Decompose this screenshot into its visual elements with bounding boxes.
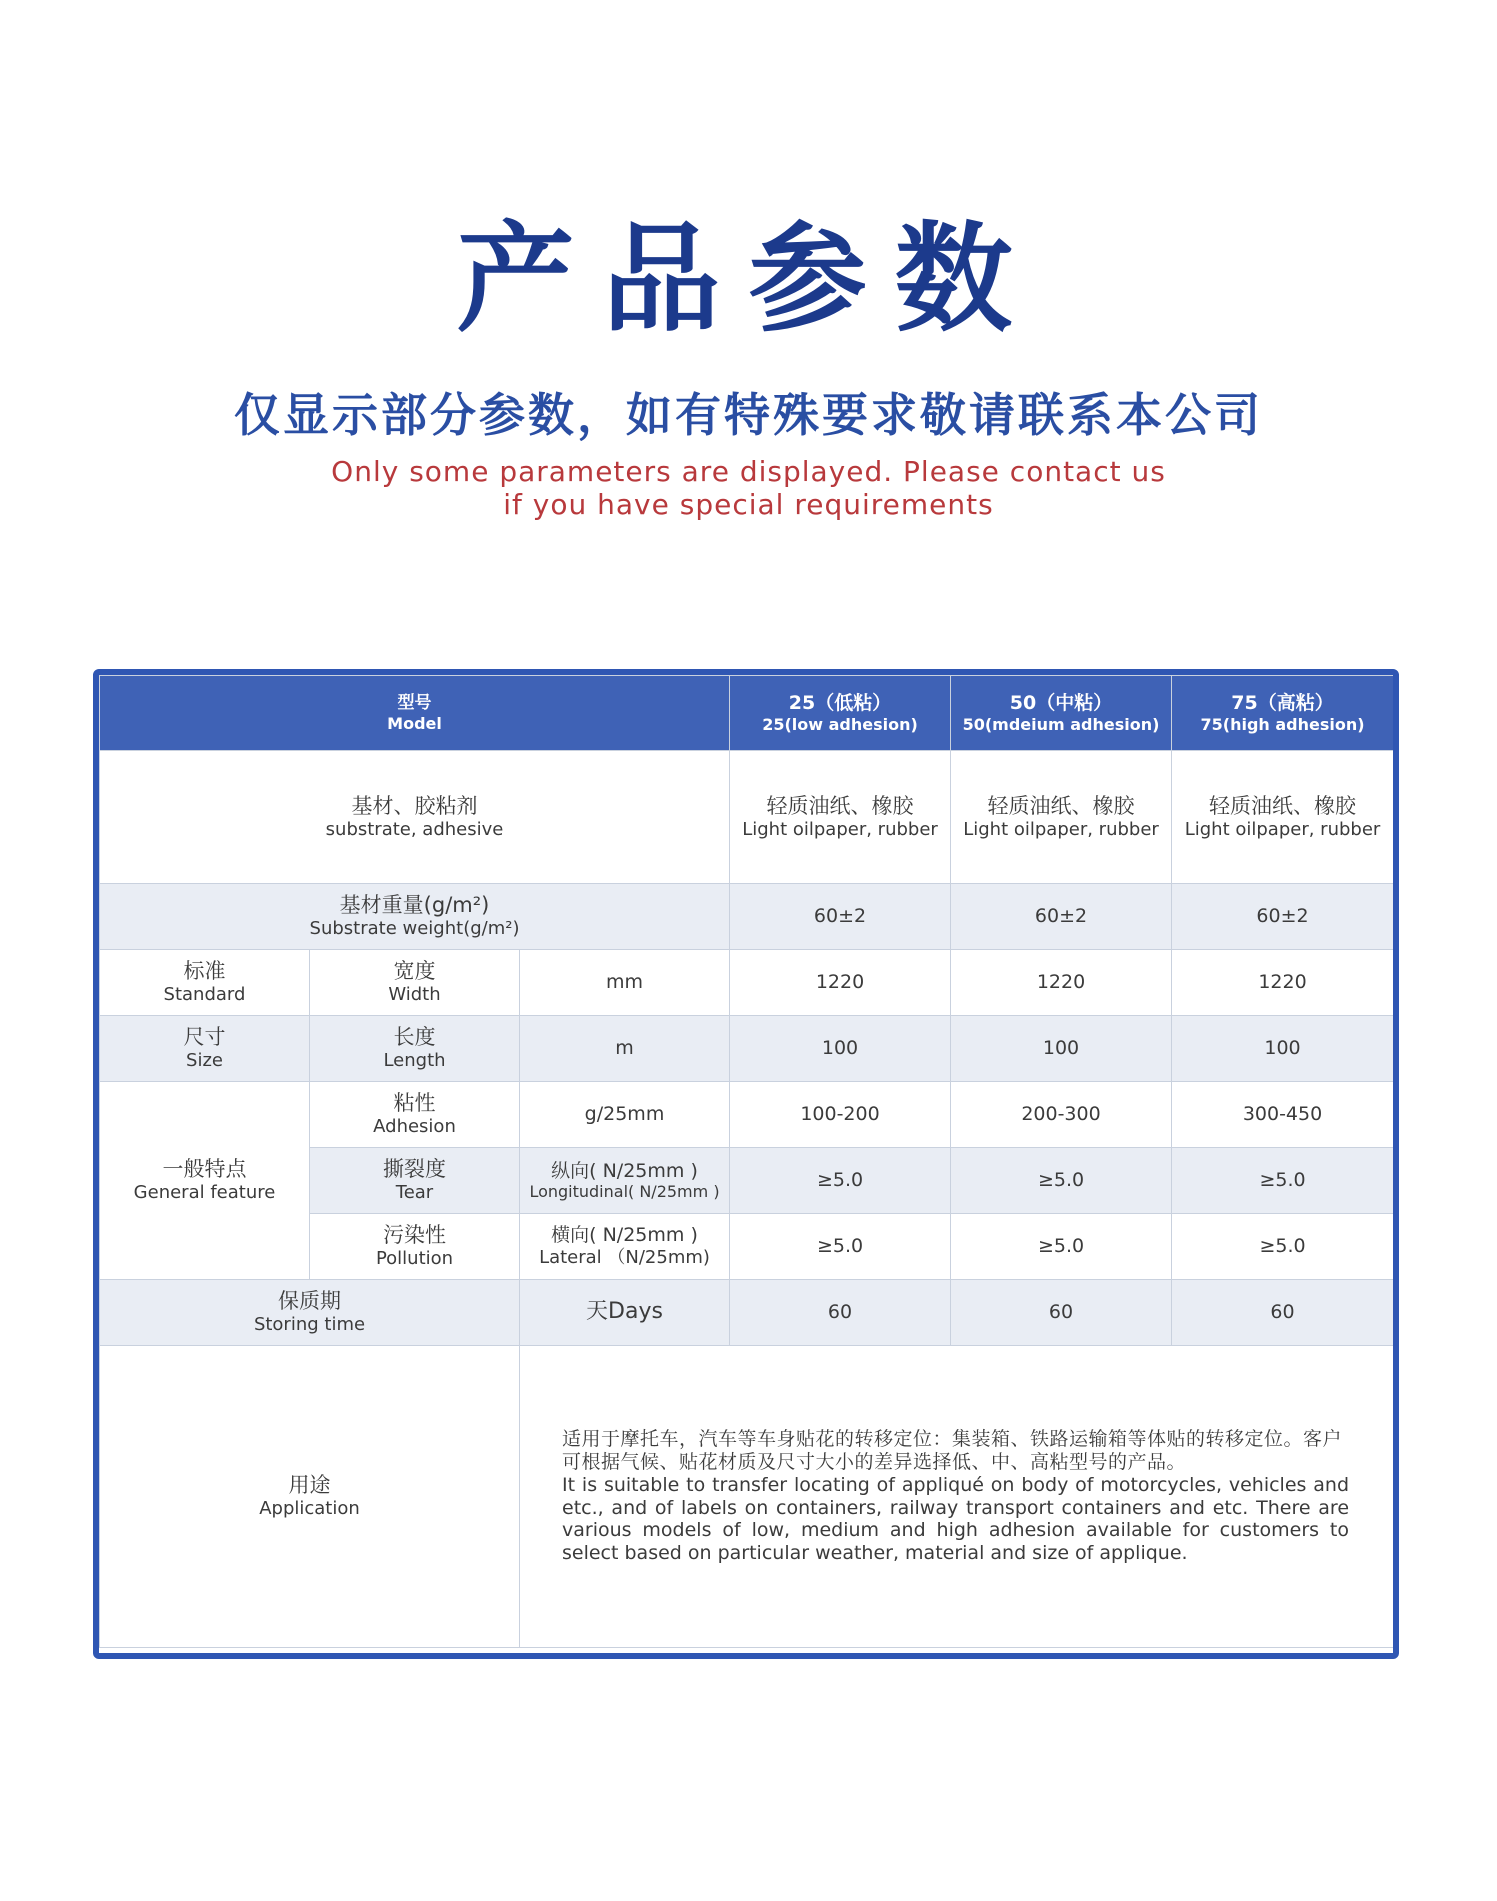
parameter-table [99,675,1394,1648]
table-row-adhesion [100,1082,1394,1148]
application-description [520,1346,1394,1648]
tear-unit-zh: 纵向( N/25mm ) [551,1159,698,1182]
general-label-en: General feature [133,1182,276,1204]
size-label-en: Size [186,1050,223,1072]
english-subtitle-line-1: Only some parameters are displayed. Please contact us [331,455,1166,488]
row-label-size [100,1016,310,1082]
header-col-medium-top: 50（中粘） [1009,692,1113,714]
width-label-en: Width [388,984,441,1006]
tear-unit-en: Longitudinal( N/25mm ) [529,1182,720,1202]
storing-value-medium: 60 [951,1280,1172,1346]
pollution-unit-zh: 横向( N/25mm ) [551,1224,698,1247]
application-text-zh: 适用于摩托车，汽车等车身贴花的转移定位：集装箱、铁路运输箱等体贴的转移定位。客户可根据气候、贴花材质及尺寸大小的差异选择低、中、高粘型号的产品。 [562,1428,1343,1473]
width-value-low: 1220 [730,950,951,1016]
table-row-width [100,950,1394,1016]
tear-value-high: ≥5.0 [1172,1148,1394,1214]
page-title: 产品参数 [456,210,1041,348]
substrate-value-en: Light oilpaper, rubber [1184,818,1381,840]
substrate-value-en: Light oilpaper, rubber [963,818,1159,840]
parameter-table-frame [93,669,1399,1659]
weight-label-en: Substrate weight(g/m²) [309,918,520,940]
row-label-storing-time [100,1280,520,1346]
substrate-value-zh: 轻质油纸、橡胶 [766,793,914,818]
length-value-high: 100 [1172,1016,1394,1082]
adhesion-label-en: Adhesion [373,1116,456,1138]
pollution-unit-en: Lateral （N/25mm) [539,1247,710,1269]
adhesion-value-low: 100-200 [730,1082,951,1148]
standard-label-zh: 标准 [183,959,226,984]
substrate-value-zh: 轻质油纸、橡胶 [1209,793,1357,818]
tear-value-medium: ≥5.0 [951,1148,1172,1214]
tear-label-en: Tear [395,1182,434,1204]
table-row-storing-time [100,1280,1394,1346]
substrate-label-en: substrate, adhesive [325,818,504,840]
weight-label-zh: 基材重量(g/m²) [339,893,490,918]
header-col-medium-bottom: 50(mdeium adhesion) [962,714,1160,734]
table-row-substrate [100,751,1394,884]
size-label-zh: 尺寸 [183,1025,226,1050]
width-value-medium: 1220 [951,950,1172,1016]
pollution-value-low: ≥5.0 [730,1214,951,1280]
row-label-general-feature [100,1082,310,1280]
storing-value-high: 60 [1172,1280,1394,1346]
storing-value-low: 60 [730,1280,951,1346]
row-label-application [100,1346,520,1648]
header-col-low [730,676,951,751]
width-unit: mm [520,950,730,1016]
row-label-tear [310,1148,520,1214]
length-unit: m [520,1016,730,1082]
table-row-length [100,1016,1394,1082]
substrate-value-en: Light oilpaper, rubber [742,818,938,840]
table-header-row [100,676,1394,751]
width-label-zh: 宽度 [393,959,436,984]
adhesion-value-high: 300-450 [1172,1082,1394,1148]
adhesion-unit: g/25mm [520,1082,730,1148]
tear-label-zh: 撕裂度 [383,1157,446,1182]
adhesion-value-medium: 200-300 [951,1082,1172,1148]
storing-label-en: Storing time [253,1314,366,1336]
weight-value-high: 60±2 [1172,884,1394,950]
length-label-en: Length [383,1050,446,1072]
width-value-high: 1220 [1172,950,1394,1016]
header-model-en: Model [387,713,442,733]
standard-label-en: Standard [163,984,246,1006]
substrate-value-high [1172,751,1394,884]
row-label-length [310,1016,520,1082]
application-label-en: Application [259,1498,360,1520]
pollution-value-medium: ≥5.0 [951,1214,1172,1280]
header-col-low-bottom: 25(low adhesion) [762,714,918,734]
pollution-label-zh: 污染性 [383,1223,446,1248]
english-subtitle [0,455,1497,521]
application-label-zh: 用途 [288,1473,331,1498]
row-label-standard [100,950,310,1016]
substrate-value-low [730,751,951,884]
header-col-medium [951,676,1172,751]
pollution-value-high: ≥5.0 [1172,1214,1394,1280]
length-value-low: 100 [730,1016,951,1082]
table-row-application [100,1346,1394,1648]
header-col-high-bottom: 75(high adhesion) [1200,714,1365,734]
substrate-value-medium [951,751,1172,884]
weight-value-low: 60±2 [730,884,951,950]
row-label-width [310,950,520,1016]
pollution-label-en: Pollution [375,1248,454,1270]
header-model-zh: 型号 [397,693,432,714]
general-label-zh: 一般特点 [162,1157,247,1182]
tear-value-low: ≥5.0 [730,1148,951,1214]
weight-value-medium: 60±2 [951,884,1172,950]
table-row-weight [100,884,1394,950]
pollution-unit [520,1214,730,1280]
row-label-weight [100,884,730,950]
length-label-zh: 长度 [393,1025,436,1050]
header-col-low-top: 25（低粘） [788,692,892,714]
tear-unit [520,1148,730,1214]
page-subtitle: 仅显示部分参数，如有特殊要求敬请联系本公司 [234,388,1263,442]
length-value-medium: 100 [951,1016,1172,1082]
substrate-label-zh: 基材、胶粘剂 [351,793,478,818]
row-label-pollution [310,1214,520,1280]
row-label-adhesion [310,1082,520,1148]
english-subtitle-line-2: if you have special requirements [503,488,994,521]
adhesion-label-zh: 粘性 [393,1091,436,1116]
header-model-cell [100,676,730,751]
row-label-substrate [100,751,730,884]
storing-label-zh: 保质期 [278,1289,341,1314]
header-col-high [1172,676,1394,751]
storing-unit: 天Days [520,1280,730,1346]
header-col-high-top: 75（高粘） [1231,692,1334,714]
application-text-en: It is suitable to transfer locating of appliqué on body of motorcycles, vehicles and etc., and of labels on containers, railway transport containers and etc. There are various models of low, medium and high adhesion available for customers to select based on particular weather, material and size of applique. [562,1473,1350,1565]
substrate-value-zh: 轻质油纸、橡胶 [987,793,1135,818]
